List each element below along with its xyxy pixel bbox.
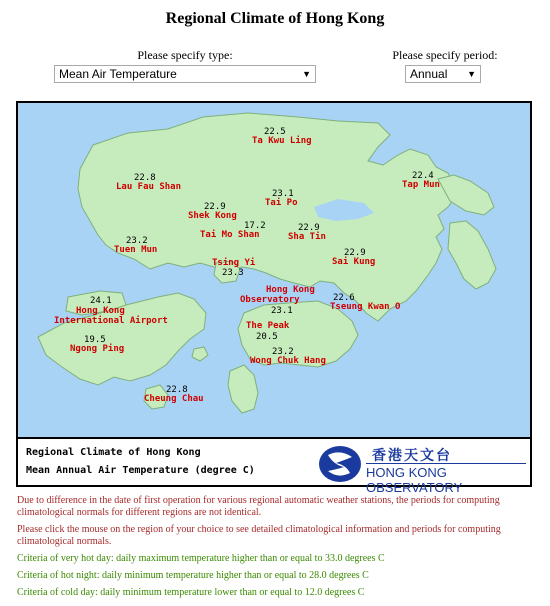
station-hk-observatory-line1[interactable]: Hong Kong	[266, 285, 315, 295]
climate-map[interactable]	[16, 101, 532, 495]
station-value-tseung-kwan-o: 22.6	[333, 293, 355, 303]
station-value-ngong-ping: 19.5	[84, 335, 106, 345]
station-hk-airport-line2[interactable]: International Airport	[54, 316, 168, 326]
station-hk-observatory-line2[interactable]: Observatory	[240, 295, 300, 305]
land-lamma	[228, 365, 258, 413]
note-very-hot-day: Criteria of very hot day: daily maximum temperature higher than or equal to 33.0 degrees C	[17, 553, 385, 564]
map-land-svg	[18, 103, 530, 439]
station-tai-po[interactable]: Tai Po	[265, 198, 298, 208]
map-legend	[18, 437, 530, 495]
station-sai-kung[interactable]: Sai Kung	[332, 257, 376, 267]
station-tsing-yi[interactable]: Tsing Yi	[212, 258, 256, 268]
station-value-tai-po: 23.1	[272, 189, 294, 199]
station-value-tsing-yi: 23.3	[222, 268, 244, 278]
station-value-hk-airport: 24.1	[90, 296, 112, 306]
station-sha-tin[interactable]: Sha Tin	[288, 232, 326, 242]
station-value-wong-chuk-hang: 23.2	[272, 347, 294, 357]
station-value-cheung-chau: 22.8	[166, 385, 188, 395]
station-value-tuen-mun: 23.2	[126, 236, 148, 246]
station-value-sha-tin: 22.9	[298, 223, 320, 233]
note-periods: Due to difference in the date of first operation for various regional automatic weather stations, the periods for computing climatological normals for different regions are not identical.	[17, 495, 500, 518]
station-cheung-chau[interactable]: Cheung Chau	[144, 394, 204, 404]
station-lau-fau-shan[interactable]: Lau Fau Shan	[116, 182, 182, 192]
logo-chinese-text: 香港天文台	[372, 448, 452, 464]
type-label: Please specify type:	[137, 48, 233, 62]
station-value-tap-mun: 22.4	[412, 171, 434, 181]
logo-english-text: HONG KONG OBSERVATORY	[366, 463, 526, 495]
legend-title: Regional Climate of Hong Kong	[26, 447, 201, 458]
station-value-sai-kung: 22.9	[344, 248, 366, 258]
hko-emblem-icon	[318, 445, 362, 483]
land-sai-kung-east	[448, 221, 496, 289]
station-value-tai-mo-shan: 17.2	[244, 221, 266, 231]
station-shek-kong[interactable]: Shek Kong	[188, 211, 237, 221]
type-select-value: Mean Air Temperature	[59, 67, 177, 81]
type-select[interactable]	[54, 65, 316, 83]
chevron-down-icon: ▼	[302, 69, 311, 79]
station-ngong-ping[interactable]: Ngong Ping	[70, 344, 125, 354]
station-value-shek-kong: 22.9	[204, 202, 226, 212]
station-tuen-mun[interactable]: Tuen Mun	[114, 245, 158, 255]
station-tap-mun[interactable]: Tap Mun	[402, 180, 440, 190]
period-select-value: Annual	[410, 67, 448, 81]
station-value-ta-kwu-ling: 22.5	[264, 127, 286, 137]
hko-logo	[312, 445, 526, 495]
station-ta-kwu-ling[interactable]: Ta Kwu Ling	[252, 136, 312, 146]
station-value-hk-observatory: 23.1	[271, 306, 293, 316]
station-value-the-peak: 20.5	[256, 332, 278, 342]
chevron-down-icon: ▼	[467, 69, 476, 79]
page-title: Regional Climate of Hong Kong	[165, 10, 385, 27]
note-cold-day: Criteria of cold day: daily minimum temperature lower than or equal to 12.0 degrees C	[17, 587, 365, 598]
period-label: Please specify period:	[392, 48, 498, 62]
station-tai-mo-shan[interactable]: Tai Mo Shan	[200, 230, 260, 240]
station-wong-chuk-hang[interactable]: Wong Chuk Hang	[250, 356, 326, 366]
period-select[interactable]	[405, 65, 481, 83]
legend-subtitle: Mean Annual Air Temperature (degree C)	[26, 465, 255, 476]
note-click-region: Please click the mouse on the region of your choice to see detailed climatological information and periods for computing climatological normals.	[17, 524, 501, 547]
station-hk-airport-line1[interactable]: Hong Kong	[76, 306, 125, 316]
station-value-lau-fau-shan: 22.8	[134, 173, 156, 183]
station-tseung-kwan-o[interactable]: Tseung Kwan O	[330, 302, 401, 312]
station-the-peak[interactable]: The Peak	[246, 321, 290, 331]
land-tap-mun	[438, 175, 494, 215]
land-peng-chau	[192, 347, 208, 361]
note-hot-night: Criteria of hot night: daily minimum temperature higher than or equal to 28.0 degrees C	[17, 570, 369, 581]
